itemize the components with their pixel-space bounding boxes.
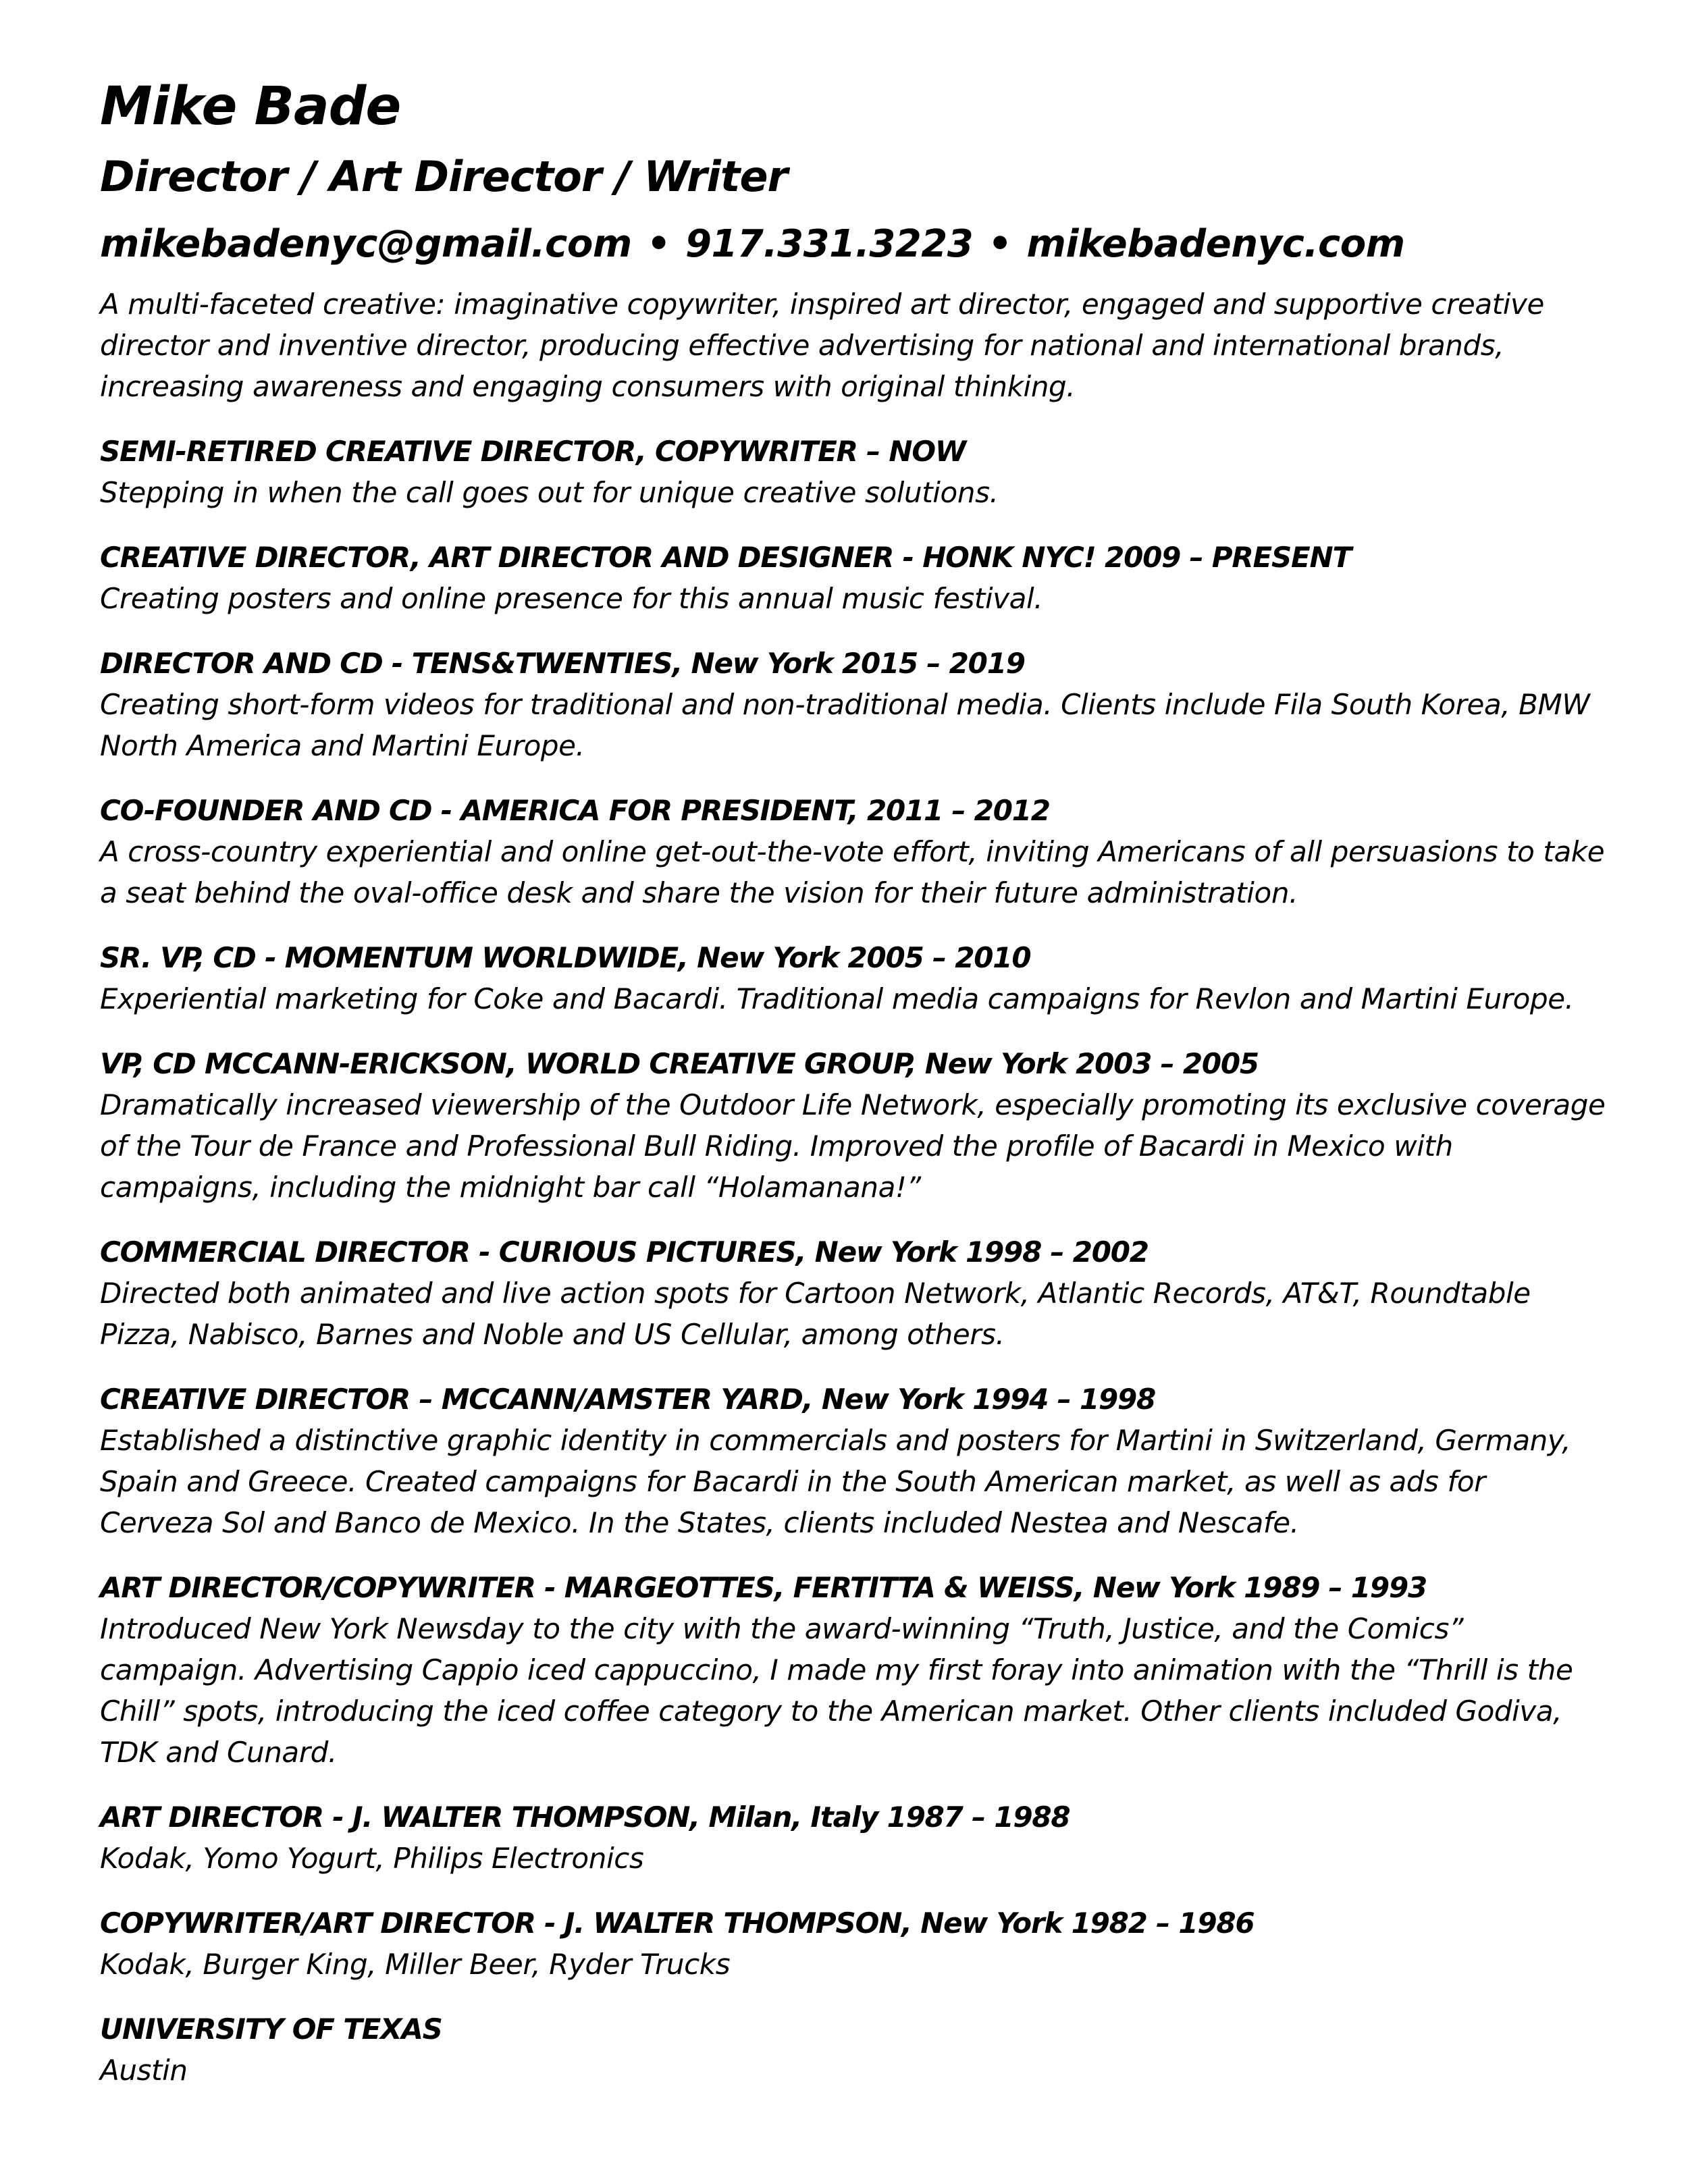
entry-title: COPYWRITER/ART DIRECTOR - J. WALTER THOMPSON, New York 1982 – 1986	[100, 1907, 1255, 1940]
entry-description: Kodak, Burger King, Miller Beer, Ryder Trucks	[100, 1948, 731, 1981]
resume-name: Mike Bade	[100, 76, 401, 137]
entry-title: SR. VP, CD - MOMENTUM WORLDWIDE, New York 2005 – 2010	[100, 941, 1031, 974]
entry-description: Kodak, Yomo Yogurt, Philips Electronics	[100, 1842, 644, 1875]
entry-description: Dramatically increased viewership of the Outdoor Life Network, especially promoting its exclusive coverage of the Tour de France and Professional Bull Riding. Improved the profile of Bacardi in Mexico with campaigns, including the midnight bar call “Holamanana!”	[100, 1088, 1606, 1204]
phone-number[interactable]: 917.331.3223	[685, 222, 974, 266]
entry-title: COMMERCIAL DIRECTOR - CURIOUS PICTURES, New York 1998 – 2002	[100, 1235, 1149, 1269]
experience-entry	[100, 1232, 1606, 1355]
resume-page	[100, 70, 1606, 2091]
experience-entry	[100, 1903, 1606, 1985]
entry-title: VP, CD MCCANN-ERICKSON, WORLD CREATIVE GROUP, New York 2003 – 2005	[100, 1047, 1259, 1080]
email-link[interactable]: mikebadenyc@gmail.com	[100, 222, 632, 266]
experience-entry	[100, 1797, 1606, 1879]
entry-title: CO-FOUNDER AND CD - AMERICA FOR PRESIDENT, 2011 – 2012	[100, 794, 1050, 827]
resume-title: Director / Art Director / Writer	[100, 152, 788, 201]
education-entry	[100, 2009, 1606, 2091]
entry-title: ART DIRECTOR/COPYWRITER - MARGEOTTES, FERTITTA & WEISS, New York 1989 – 1993	[100, 1571, 1427, 1604]
experience-entry	[100, 791, 1606, 913]
entry-title: SEMI-RETIRED CREATIVE DIRECTOR, COPYWRITER – NOW	[100, 435, 966, 468]
experience-entry	[100, 1568, 1606, 1773]
entry-title: UNIVERSITY OF TEXAS	[100, 2013, 442, 2046]
experience-entry	[100, 643, 1606, 766]
experience-entry	[100, 938, 1606, 1019]
entry-title: ART DIRECTOR - J. WALTER THOMPSON, Milan, Italy 1987 – 1988	[100, 1801, 1070, 1834]
experience-entry	[100, 431, 1606, 513]
experience-entry	[100, 1379, 1606, 1543]
entry-description: A cross-country experiential and online get-out-the-vote effort, inviting Americans of all persuasions to take a seat behind the oval-office desk and share the vision for their future administration.	[100, 835, 1605, 909]
entry-title: CREATIVE DIRECTOR, ART DIRECTOR AND DESIGNER - HONK NYC! 2009 – PRESENT	[100, 541, 1351, 574]
summary-paragraph: A multi-faceted creative: imaginative copywriter, inspired art director, engaged and supportive creative director and inventive director, producing effective advertising for national and international brands, increasing awareness and engaging consumers with original thinking.	[100, 288, 1544, 403]
entry-description: Directed both animated and live action spots for Cartoon Network, Atlantic Records, AT&T, Roundtable Pizza, Nabisco, Barnes and Noble and US Cellular, among others.	[100, 1277, 1531, 1351]
entry-description: Creating posters and online presence for this annual music festival.	[100, 582, 1043, 615]
contact-line	[100, 211, 1606, 278]
separator-dot: •	[988, 222, 1012, 266]
entry-description: Established a distinctive graphic identity in commercials and posters for Martini in Switzerland, Germany, Spain and Greece. Created campaigns for Bacardi in the South American market, as well as ads for Cerveza Sol and Banco de Mexico. In the States, clients included Nestea and Nescafe.	[100, 1424, 1571, 1539]
website-link[interactable]: mikebadenyc.com	[1026, 222, 1405, 266]
entry-description: Creating short-form videos for traditional and non-traditional media. Clients include Fila South Korea, BMW North America and Martini Europe.	[100, 688, 1590, 762]
experience-entry	[100, 1044, 1606, 1208]
entry-description: Austin	[100, 2054, 188, 2087]
separator-dot: •	[646, 222, 670, 266]
entry-description: Introduced New York Newsday to the city with the award-winning “Truth, Justice, and the Comics” campaign. Advertising Cappio iced cappuccino, I made my first foray into animation with the “Thrill is the Chill” spots, introducing the iced coffee category to the American market. Other clients included Godiva, TDK and Cunard.	[100, 1612, 1573, 1769]
entry-description: Stepping in when the call goes out for unique creative solutions.	[100, 476, 999, 509]
entry-title: CREATIVE DIRECTOR – MCCANN/AMSTER YARD, New York 1994 – 1998	[100, 1383, 1156, 1416]
entry-title: DIRECTOR AND CD - TENS&TWENTIES, New York 2015 – 2019	[100, 647, 1025, 680]
experience-entry	[100, 537, 1606, 619]
entry-description: Experiential marketing for Coke and Bacardi. Traditional media campaigns for Revlon and Martini Europe.	[100, 982, 1574, 1015]
